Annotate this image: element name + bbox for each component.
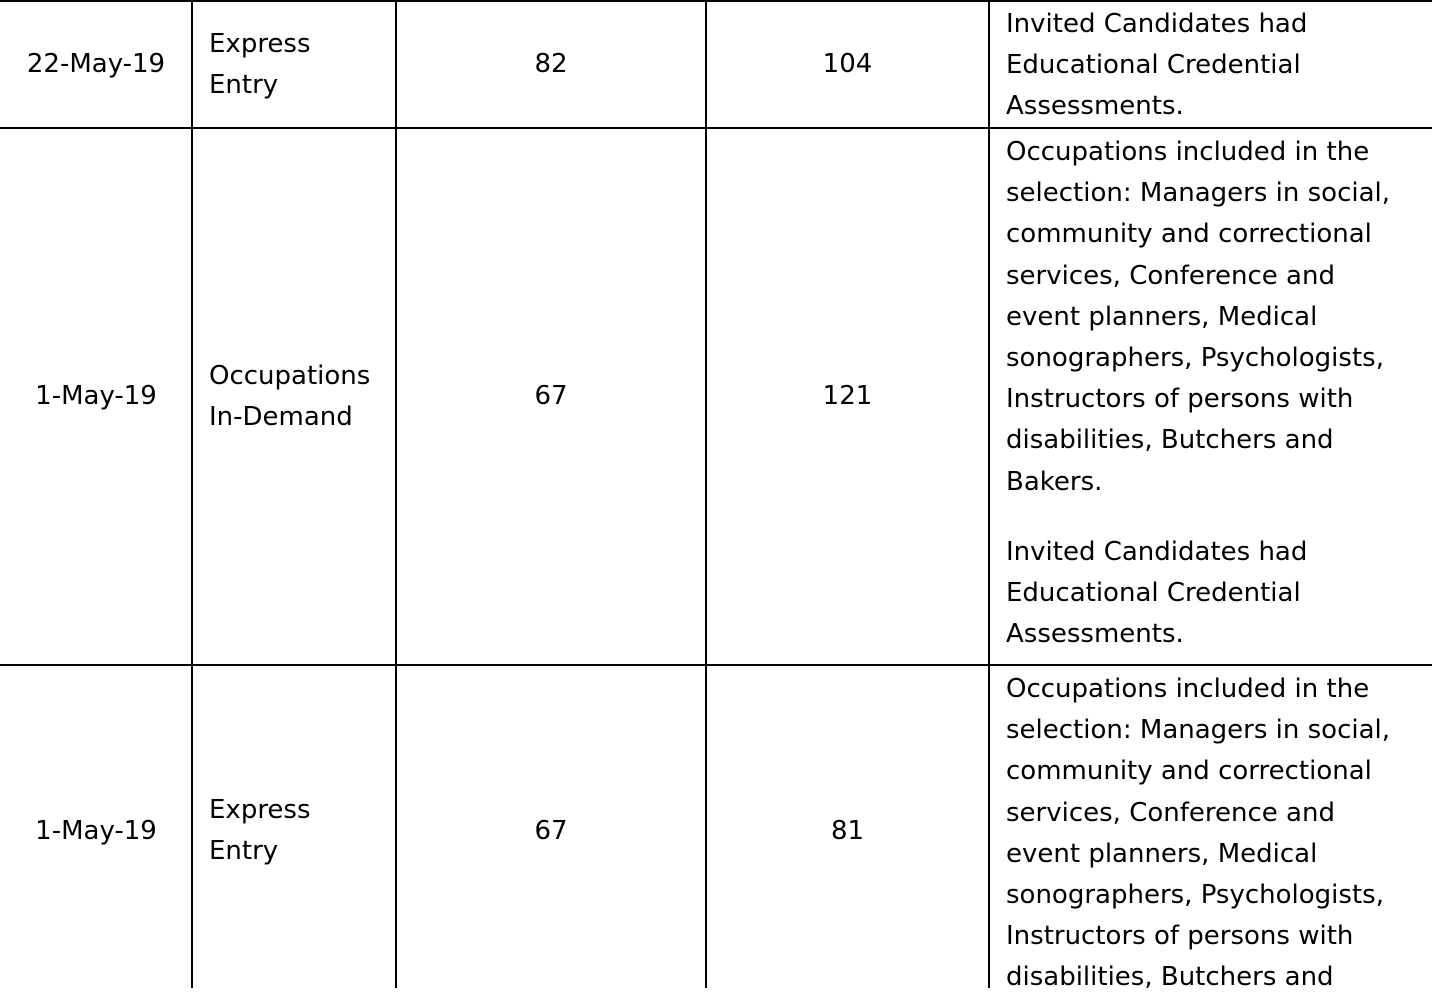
invitations-count: 81 [830, 816, 865, 846]
column-divider [191, 2, 193, 127]
notes-cell [989, 129, 1432, 664]
column-divider [705, 666, 707, 988]
column-divider [988, 666, 990, 988]
minimum-score: 82 [534, 49, 568, 79]
column-divider [988, 129, 990, 664]
invitations-cell [706, 129, 989, 664]
score-cell [396, 2, 706, 127]
minimum-score: 67 [534, 816, 568, 846]
notes-cell [989, 2, 1432, 127]
column-divider [395, 2, 397, 127]
draw-date: 1-May-19 [35, 816, 157, 846]
notes-paragraph: Invited Candidates had Educational Credential Assessments. [1006, 536, 1308, 650]
stream-cell [192, 2, 396, 127]
minimum-score: 67 [534, 381, 568, 411]
invitations-count: 104 [822, 49, 873, 79]
column-divider [705, 129, 707, 664]
draw-date-cell [0, 129, 192, 664]
column-divider [395, 666, 397, 988]
column-divider [191, 129, 193, 664]
column-divider [988, 2, 990, 127]
score-cell [396, 666, 706, 988]
draw-date-cell [0, 666, 192, 988]
notes-paragraph: Occupations included in the selection: Managers in social, community and correctional services, Conference and event planners, Medical sonographers, Psychologists, Instructors of persons with disabilities, Butchers and [1006, 674, 1391, 993]
notes-cell [989, 666, 1432, 993]
column-divider [705, 2, 707, 127]
column-divider [191, 666, 193, 988]
notes-paragraph: Invited Candidates had Educational Credential Assessments. [1006, 9, 1308, 122]
stream-name: Express Entry [209, 28, 311, 100]
table-row [0, 0, 1432, 129]
draw-date-cell [0, 2, 192, 127]
invitations-cell [706, 2, 989, 127]
column-divider [395, 129, 397, 664]
stream-cell [192, 129, 396, 664]
table-row [0, 129, 1432, 666]
notes-paragraph: Occupations included in the selection: Managers in social, community and correctional services, Conference and event planners, Medical sonographers, Psychologists, Instructors of persons with disabilities, Butchers and Bakers. [1006, 137, 1391, 497]
stream-name: Occupations In-Demand [209, 360, 371, 432]
score-cell [396, 129, 706, 664]
invitations-count: 121 [822, 381, 873, 411]
stream-name: Express Entry [209, 795, 311, 866]
stream-cell [192, 666, 396, 988]
table-row [0, 666, 1432, 993]
draw-date: 1-May-19 [35, 381, 157, 411]
invitations-cell [706, 666, 989, 988]
draw-date: 22-May-19 [26, 49, 166, 79]
